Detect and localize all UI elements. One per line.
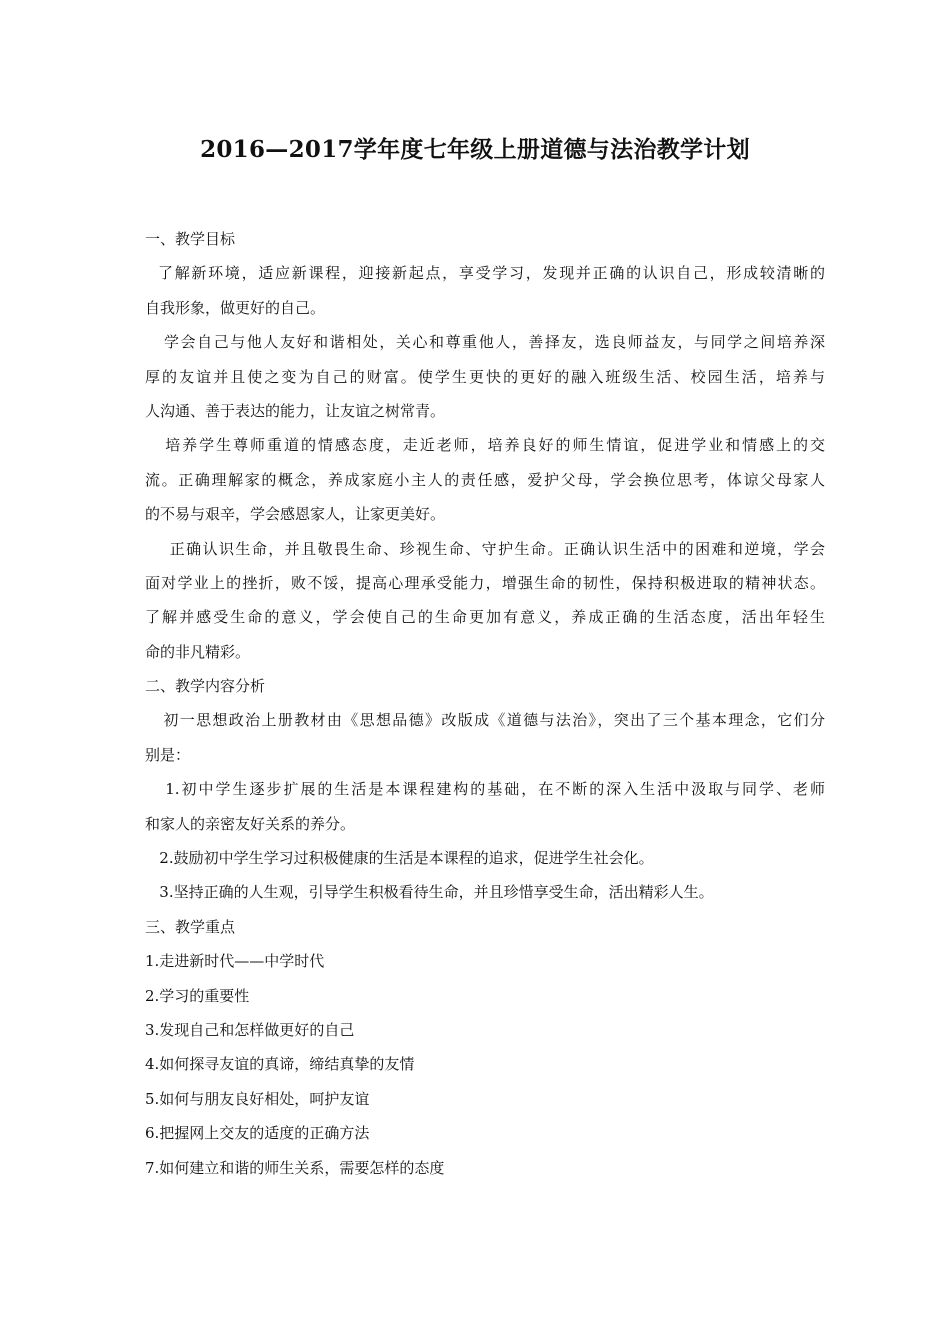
paragraph-line: 正确认识生命，并且敬畏生命、珍视生命、守护生命。正确认识生活中的困难和逆境，学会 (145, 539, 825, 558)
paragraph-line: 别是： (145, 745, 191, 764)
paragraph-line: 2.鼓励初中学生学习过积极健康的生活是本课程的追求，促进学生社会化。 (145, 849, 654, 868)
list-item: 3.发现自己和怎样做更好的自己 (145, 1020, 355, 1039)
paragraph-line: 面对学业上的挫折，败不馁，提高心理承受能力，增强生命的韧性，保持积极进取的精神状态。 (145, 573, 825, 592)
list-item: 1.走进新时代——中学时代 (145, 952, 325, 971)
heading-teaching-goals: 一、教学目标 (145, 230, 236, 248)
document-body (145, 222, 825, 1185)
list-item: 6.把握网上交友的适度的正确方法 (145, 1124, 370, 1143)
list-item: 2.学习的重要性 (145, 986, 250, 1005)
paragraph-line: 命的非凡精彩。 (145, 642, 251, 661)
paragraph-line: 3.坚持正确的人生观，引导学生积极看待生命，并且珍惜享受生命，活出精彩人生。 (145, 883, 714, 902)
heading-content-analysis: 二、教学内容分析 (145, 677, 266, 696)
paragraph-line: 培养学生尊师重道的情感态度，走近老师，培养良好的师生情谊，促进学业和情感上的交 (145, 436, 825, 455)
paragraph-line: 学会自己与他人友好和谐相处，关心和尊重他人，善择友，选良师益友，与同学之间培养深 (145, 333, 825, 352)
list-item: 5.如何与朋友良好相处，呵护友谊 (145, 1089, 370, 1108)
list-item: 4.如何探寻友谊的真谛，缔结真挚的友情 (145, 1055, 415, 1074)
paragraph-line: 和家人的亲密友好关系的养分。 (145, 814, 356, 833)
paragraph-line: 初一思想政治上册教材由《思想品德》改版成《道德与法治》，突出了三个基本理念，它们分 (145, 711, 825, 730)
document-title: 2016—2017学年度七年级上册道德与法治教学计划 (200, 136, 750, 163)
paragraph-line: 流。正确理解家的概念，养成家庭小主人的责任感，爱护父母，学会换位思考，体谅父母家人 (145, 470, 825, 489)
paragraph-line: 自我形象，做更好的自己。 (145, 298, 326, 317)
paragraph-line: 厚的友谊并且使之变为自己的财富。使学生更快的更好的融入班级生活、校园生活，培养与 (145, 367, 825, 386)
paragraph-line: 人沟通、善于表达的能力，让友谊之树常青。 (145, 401, 446, 420)
list-item: 7.如何建立和谐的师生关系，需要怎样的态度 (145, 1158, 445, 1177)
heading-key-points: 三、教学重点 (145, 917, 236, 936)
paragraph-line: 1.初中学生逐步扩展的生活是本课程建构的基础，在不断的深入生活中汲取与同学、老师 (145, 780, 825, 799)
paragraph-line: 的不易与艰辛，学会感恩家人，让家更美好。 (145, 505, 446, 524)
paragraph-line: 了解新环境，适应新课程，迎接新起点，享受学习，发现并正确的认识自己，形成较清晰的 (145, 264, 825, 283)
paragraph-line: 了解并感受生命的意义，学会使自己的生命更加有意义，养成正确的生活态度，活出年轻生 (145, 608, 825, 627)
